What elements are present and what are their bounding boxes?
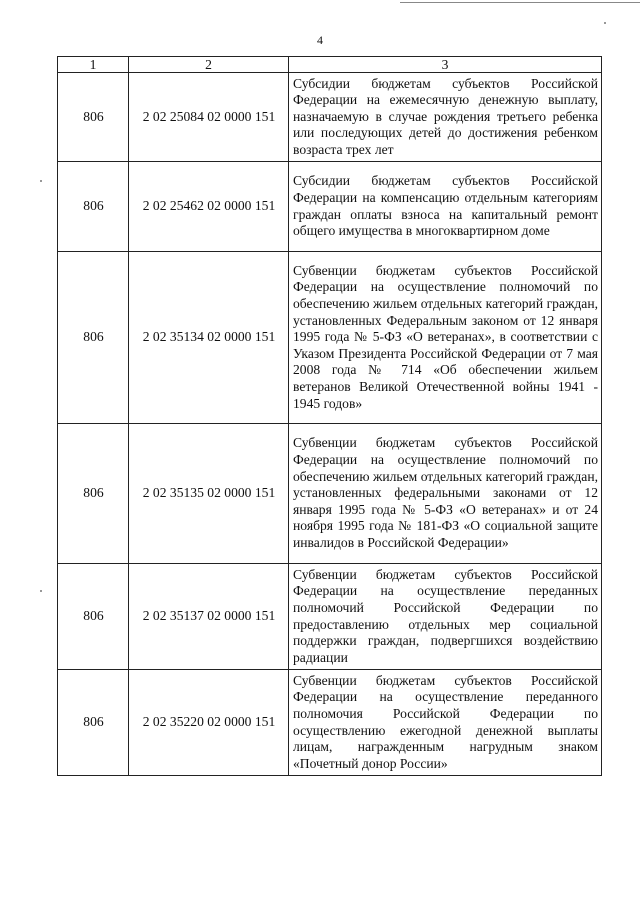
description-cell: Субвенции бюджетам субъектов Российской Федерации на осуществление полномочий по обеспечению жильем отдельных категорий граждан, установленных федеральными законами от 12 января 1995 года № 5-ФЗ «О ветеранах» и от 24 ноября 1995 года № 181-ФЗ «О социальной защите инвалидов в Российской Федерации» bbox=[289, 424, 602, 564]
scan-speck bbox=[604, 22, 606, 24]
description-cell: Субвенции бюджетам субъектов Российской Федерации на осуществление переданного полномочия Российской Федерации по осуществлению ежегодной денежной выплаты лицам, награжденным нагрудным знаком «Почетный донор России» bbox=[289, 670, 602, 776]
budget-code-cell: 2 02 35134 02 0000 151 bbox=[129, 252, 289, 424]
budget-code-cell: 2 02 35135 02 0000 151 bbox=[129, 424, 289, 564]
admin-code-cell: 806 bbox=[58, 670, 129, 776]
table-header-row bbox=[58, 57, 602, 73]
admin-code-cell: 806 bbox=[58, 564, 129, 670]
admin-code-cell: 806 bbox=[58, 424, 129, 564]
table-row bbox=[58, 424, 602, 564]
table-row bbox=[58, 564, 602, 670]
page-number: 4 bbox=[317, 33, 323, 47]
description-cell: Субсидии бюджетам субъектов Российской Федерации на компенсацию отдельным категориям граждан оплаты взноса на капитальный ремонт общего имущества в многоквартирном доме bbox=[289, 162, 602, 252]
budget-code-cell: 2 02 25084 02 0000 151 bbox=[129, 73, 289, 162]
budget-code-cell: 2 02 35137 02 0000 151 bbox=[129, 564, 289, 670]
description-cell: Субсидии бюджетам субъектов Российской Федерации на ежемесячную денежную выплату, назначаемую в случае рождения третьего ребенка или последующих детей до достижения ребенком возраста трех лет bbox=[289, 73, 602, 162]
admin-code-cell: 806 bbox=[58, 252, 129, 424]
table-row bbox=[58, 73, 602, 162]
admin-code-cell: 806 bbox=[58, 162, 129, 252]
budget-code-cell: 2 02 35220 02 0000 151 bbox=[129, 670, 289, 776]
column-header-3: 3 bbox=[289, 57, 602, 73]
budget-codes-table bbox=[57, 56, 602, 776]
column-header-2: 2 bbox=[129, 57, 289, 73]
budget-code-cell: 2 02 25462 02 0000 151 bbox=[129, 162, 289, 252]
column-header-1: 1 bbox=[58, 57, 129, 73]
description-cell: Субвенции бюджетам субъектов Российской Федерации на осуществление переданных полномочий Российской Федерации по предоставлению отдельных мер социальной поддержки граждан, подвергшихся воздействию радиации bbox=[289, 564, 602, 670]
admin-code-cell: 806 bbox=[58, 73, 129, 162]
table-row bbox=[58, 670, 602, 776]
description-cell: Субвенции бюджетам субъектов Российской Федерации на осуществление полномочий по обеспечению жильем отдельных категорий граждан, установленных Федеральным законом от 12 января 1995 года № 5-ФЗ «О ветеранах», в соответствии с Указом Президента Российской Федерации от 7 мая 2008 года № 714 «Об обеспечении жильем ветеранов Великой Отечественной войны 1941 - 1945 годов» bbox=[289, 252, 602, 424]
scan-speck bbox=[40, 180, 42, 182]
scan-edge-line bbox=[400, 2, 640, 3]
table-row bbox=[58, 162, 602, 252]
table-row bbox=[58, 252, 602, 424]
scan-speck bbox=[40, 590, 42, 592]
